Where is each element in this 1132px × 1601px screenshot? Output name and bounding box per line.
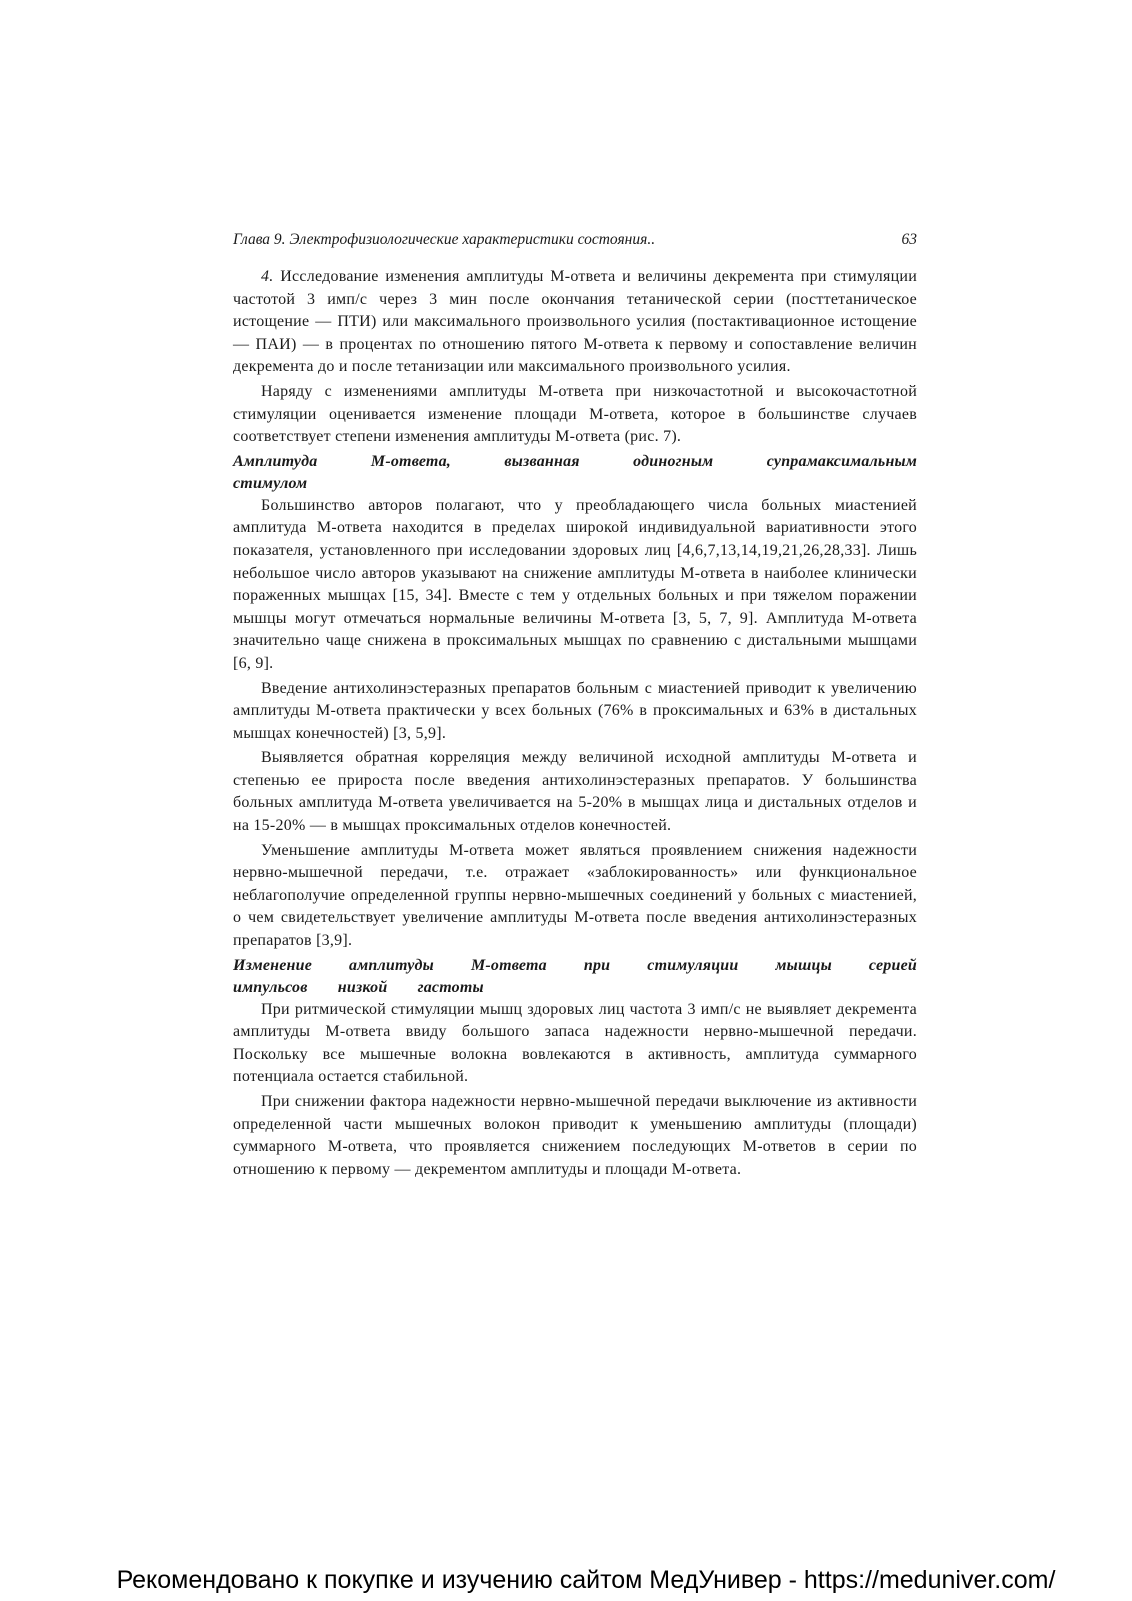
page-number: 63 bbox=[901, 231, 917, 248]
paragraph-4: Введение антихолинэстеразных препаратов больным с миастенией приводит к увеличению амплитуды М-ответа практически у всех больных (76% в проксимальных и 63% в дистальных мышцах конечностей) [3, 5,9]. bbox=[233, 679, 917, 742]
paragraph-8: При снижении фактора надежности нервно-мышечной передачи выключение из активности определенной части мышечных волокон приводит к уменьшению амплитуды (площади) суммарного М-ответа, что проявляется снижением последующих М-ответов в серии по отношению к первому — декрементом амплитуды и площади М-ответа. bbox=[233, 1093, 917, 1178]
paragraph-7: При ритмической стимуляции мышц здоровых лиц частота 3 имп/с не выявляет декремента амплитуды М-ответа ввиду большого запаса надежности нервно-мышечной передачи. Поскольку все мышечные волокна вовлекаются в активность, амплитуда суммарного потенциала остается стабильной. bbox=[233, 1000, 917, 1086]
paragraph-6: Уменьшение амплитуды М-ответа может являться проявлением снижения надежности нервно-мышечной передачи, т.е. отражает «заблокированность» или функциональное неблагополучие определенной группы нервно-мышечных соединений у больных с миастенией, о чем свидетельствует увеличение амплитуды М-ответа после введения антихолинэстеразных препаратов [3,9]. bbox=[233, 841, 917, 950]
footer-banner: Рекомендовано к покупке и изучению сайтом МедУнивер - https://meduniver.com/ bbox=[116, 1566, 1056, 1594]
chapter-title: Глава 9. Электрофизиологические характеристики состояния.. bbox=[233, 231, 656, 248]
section-heading-amplitude: Амплитуда М-ответа, вызванная одиногным супрамаксимальным стимулом bbox=[233, 452, 917, 492]
list-number: 4. bbox=[261, 268, 274, 285]
section-heading-low-frequency: Изменение амплитуды М-ответа при стимуляции мышцы серией импульсов низкой гастоты bbox=[233, 956, 917, 996]
paragraph-3: Большинство авторов полагают, что у преобладающего числа больных миастенией амплитуда М-ответа находится в пределах широкой индивидуальной вариативности этого показателя, установленного при исследовании здоровых лиц [4,6,7,13,14,19,21,26,28,33]. Лишь небольшое число авторов указывают на снижение амплитуды М-ответа в наиболее клинически пораженных мышцах [15, 34]. Вместе с тем у отдельных больных и при тяжелом поражении мышцы могут отмечаться нормальные величины М-ответа [3, 5, 7, 9]. Амплитуда М-ответа значительно чаще снижена в проксимальных мышцах по сравнению с дистальными мышцами [6, 9]. bbox=[233, 496, 917, 672]
paragraph-1 bbox=[233, 266, 917, 379]
paragraph-5: Выявляется обратная корреляция между величиной исходной амплитуды М-ответа и степенью ее прироста после введения антихолинэстеразных препаратов. У большинства больных амплитуда М-ответа увеличивается на 5-20% в мышцах лица и дистальных отделов и на 15-20% — в мышцах проксимальных отделов конечностей. bbox=[233, 749, 917, 835]
book-page bbox=[233, 230, 917, 1183]
paragraph-2: Наряду с изменениями амплитуды М-ответа при низкочастотной и высокочастотной стимуляции оценивается изменение площади М-ответа, которое в большинстве случаев соответствует степени изменения амплитуды М-ответа (рис. 7). bbox=[233, 382, 917, 446]
paragraph-1-text: Исследование изменения амплитуды М-ответа и величины декремента при стимуляции частотой 3 имп/с через 3 мин после окончания тетанической серии (посттетаническое истощение — ПТИ) или максимального произвольного усилия (постактивационное истощение — ПАИ) — в процентах по отношению пятого М-ответа к первому и сопоставление величин декремента до и после тетанизации или максимального произвольного усилия. bbox=[233, 268, 917, 376]
running-head bbox=[233, 230, 917, 250]
